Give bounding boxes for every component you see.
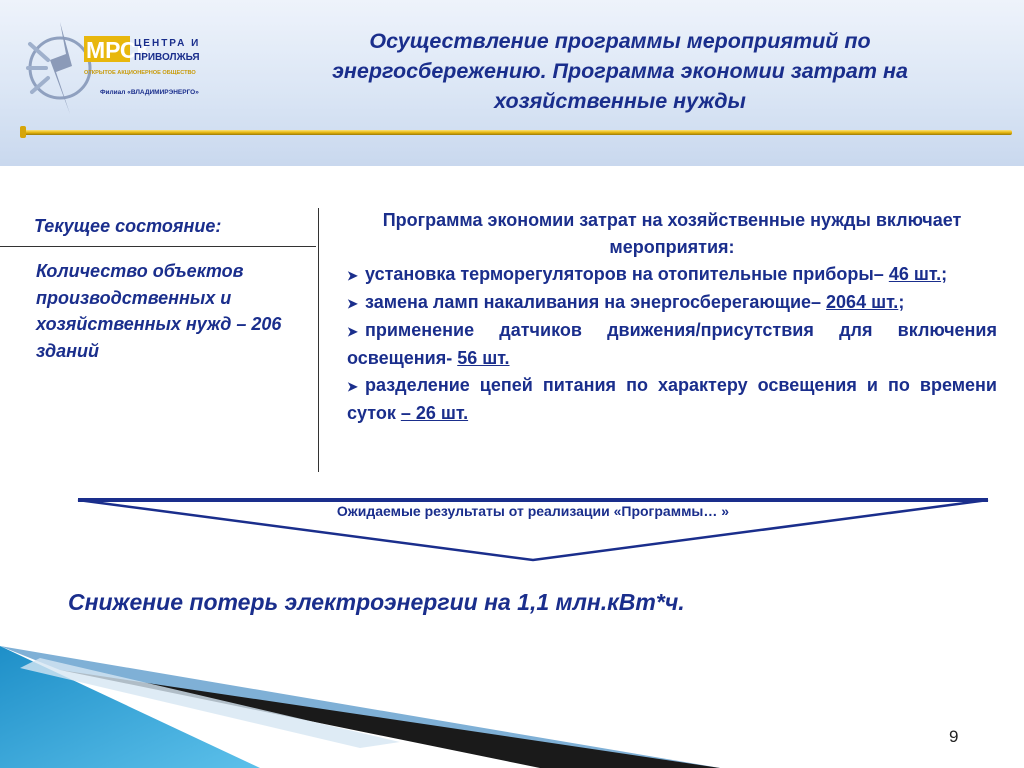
- column-divider: [318, 208, 319, 472]
- title-line-3: хозяйственные нужды: [494, 89, 746, 113]
- header-band: [0, 0, 1024, 166]
- decorative-corner-swoosh: [0, 640, 720, 768]
- item-text: применение датчиков движения/присутствия для включения освещения-: [347, 320, 997, 368]
- logo-line2: ПРИВОЛЖЬЯ: [134, 52, 200, 63]
- item-value: 56 шт.: [457, 348, 510, 368]
- result-text: Снижение потерь электроэнергии на 1,1 млн.кВт*ч.: [68, 589, 685, 615]
- item-tail: ;: [898, 292, 905, 312]
- logo-line3: ОТКРЫТОЕ АКЦИОНЕРНОЕ ОБЩЕСТВО: [84, 70, 196, 76]
- item-text: замена ламп накаливания на энергосберегающие–: [365, 292, 827, 312]
- title-line-2: энергосбережению. Программа экономии затрат на: [332, 59, 908, 83]
- arrowhead-bullet-icon: ➤: [347, 296, 358, 311]
- slide-title: [250, 26, 990, 116]
- logo-line1: ЦЕНТРА И: [134, 38, 201, 49]
- program-block: [347, 207, 997, 427]
- current-state-body: Количество объектов производственных и хозяйственных нужд – 206 зданий: [36, 261, 282, 361]
- expected-results-label: Ожидаемые результаты от реализации «Программы… »: [336, 503, 730, 519]
- title-line-1: Осуществление программы мероприятий по: [369, 29, 871, 53]
- arrowhead-bullet-icon: ➤: [347, 379, 358, 394]
- item-value: 46 шт.: [888, 264, 942, 284]
- item-value: 2064 шт.: [826, 292, 899, 312]
- header-gold-divider: [20, 130, 1012, 135]
- item-text: разделение цепей питания по характеру освещения и по времени суток: [347, 375, 997, 423]
- arrowhead-bullet-icon: ➤: [347, 268, 358, 283]
- item-value: – 26 шт.: [400, 403, 469, 423]
- lightning-sun-emblem: [28, 22, 90, 114]
- list-item: [347, 372, 997, 427]
- left-divider: [0, 246, 316, 247]
- company-logo: [20, 14, 230, 124]
- page-number: 9: [949, 727, 959, 746]
- list-item: [347, 289, 997, 317]
- item-text: установка терморегуляторов на отопительные приборы–: [365, 264, 889, 284]
- arrowhead-bullet-icon: ➤: [347, 324, 358, 339]
- current-state-heading: Текущее состояние:: [34, 216, 222, 236]
- program-heading: Программа экономии затрат на хозяйственные нужды включает мероприятия:: [382, 210, 962, 257]
- logo-brand-text: МРСК: [86, 37, 151, 63]
- logo-branch: Филиал «ВЛАДИМИРЭНЕРГО»: [100, 89, 199, 96]
- item-tail: ;: [941, 264, 948, 284]
- list-item: [347, 317, 997, 372]
- list-item: [347, 261, 997, 289]
